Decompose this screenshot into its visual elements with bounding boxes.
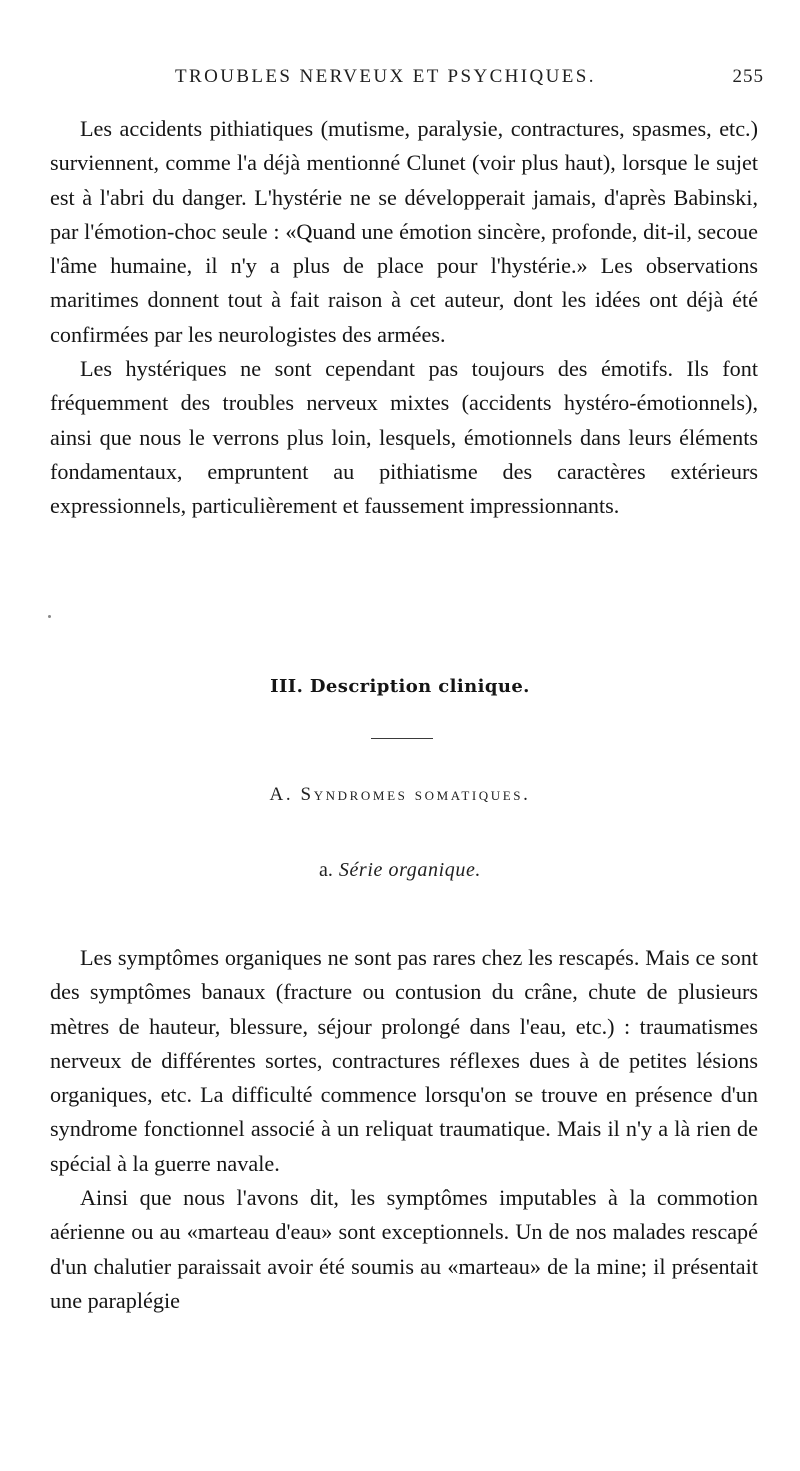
page-number: 255 (732, 66, 764, 87)
subsection-heading: A. Syndromes somatiques. (269, 784, 531, 805)
section-heading: III. Description clinique. (270, 676, 530, 697)
section-divider (371, 738, 433, 739)
text-block-top (50, 112, 758, 524)
ink-speck (48, 615, 51, 618)
subsubsection-letter: a. (318, 859, 333, 881)
paragraph-aerial-commotion: Ainsi que nous l'avons dit, les symptômes imputables à la commotion aérienne ou au «marteau d'eau» sont exceptionnels. Un de nos malades rescapé d'un chalutier paraissait avoir été soumis au «marteau» de la mine; il présentait une paraplégie (50, 1185, 758, 1313)
running-title: TROUBLES NERVEUX ET PSYCHIQUES. (175, 66, 596, 87)
paragraph-organic-symptoms: Les symptômes organiques ne sont pas rares chez les rescapés. Mais ce sont des symptômes banaux (fracture ou contusion du crâne, chute de plusieurs mètres de hauteur, blessure, séjour prolongé dans l'eau, etc.) : traumatismes nerveux de différentes sortes, contractures réflexes dues à de petites lésions organiques, etc. La difficulté commence lorsqu'on se trouve en présence d'un syndrome fonctionnel associé à un reliquat traumatique. Mais il n'y a là rien de spécial à la guerre navale. (50, 945, 758, 1176)
text-block-bottom (50, 941, 758, 1318)
page-header (0, 66, 800, 94)
paragraph-pithiatic-accidents: Les accidents pithiatiques (mutisme, paralysie, contractures, spasmes, etc.) surviennent, comme l'a déjà mentionné Clunet (voir plus haut), lorsque le sujet est à l'abri du danger. L'hystérie ne se développerait jamais, d'après Babinski, par l'émotion-choc seule : «Quand une émotion sincère, profonde, dit-il, secoue l'âme humaine, il n'y a plus de place pour l'hystérie.» Les observations maritimes donnent tout à fait raison à cet auteur, dont les idées ont déjà été confirmées par les neurologistes des armées. (50, 116, 758, 347)
subsubsection-title: Série organique. (338, 859, 482, 881)
subsubsection-heading (0, 859, 800, 882)
paragraph-hysterics: Les hystériques ne sont cependant pas toujours des émotifs. Ils font fréquemment des troubles nerveux mixtes (accidents hystéro-émotionnels), ainsi que nous le verrons plus loin, lesquels, émotionnels dans leurs éléments fondamentaux, empruntent au pithiatisme des caractères extérieurs expressionnels, particulièrement et faussement impressionnants. (50, 356, 758, 519)
